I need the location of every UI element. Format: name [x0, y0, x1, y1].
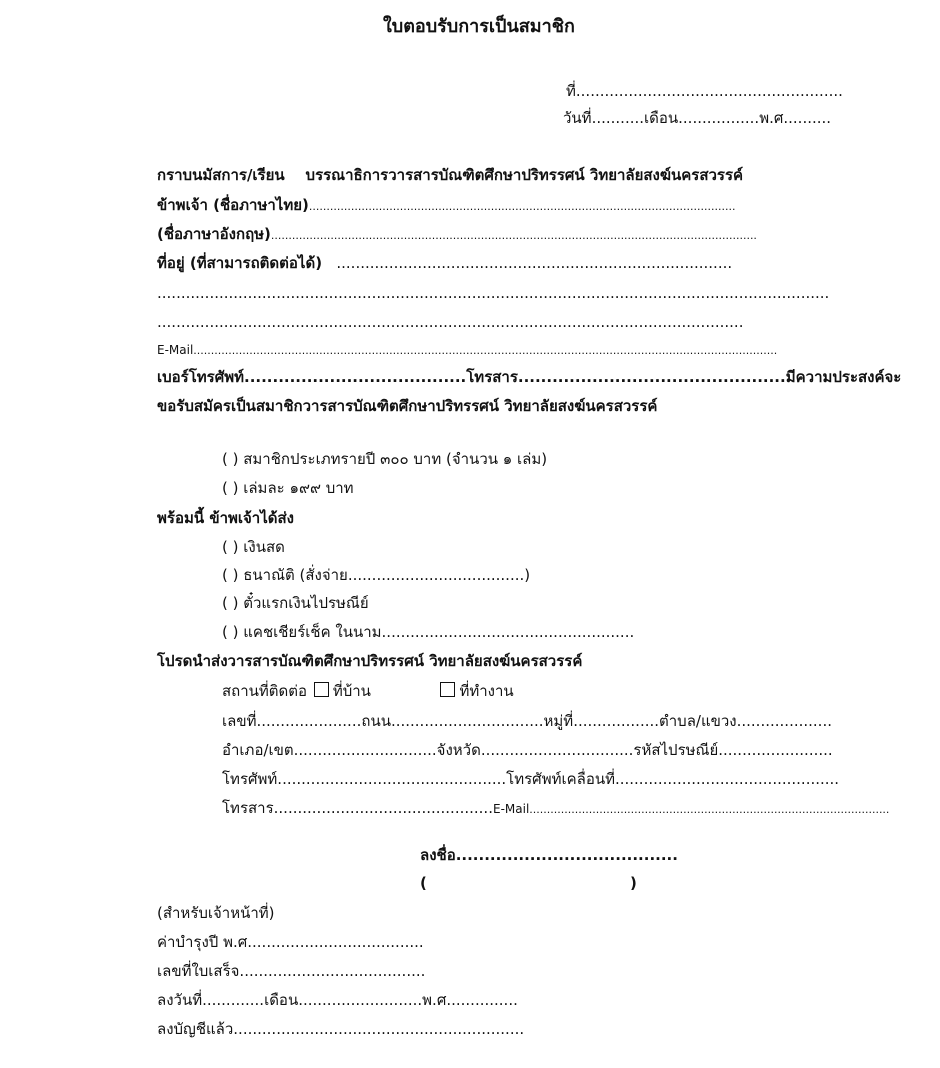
intent-text: มีความประสงค์จะ [785, 368, 902, 386]
salutation-line [157, 164, 743, 186]
contact-place-row [222, 680, 514, 702]
contact-place-label: สถานที่ติดต่อ [222, 682, 308, 700]
name-thai-row [157, 194, 735, 218]
delivery-fax-email-row [222, 797, 889, 821]
phone-fax-row [157, 366, 901, 388]
fax-blank[interactable]: ............................................... [517, 368, 786, 386]
address-blank-3[interactable]: ........................................................................................................................... [157, 313, 744, 331]
salutation: กราบนมัสการ/เรียน [157, 166, 285, 184]
address-blank-1[interactable]: ................................................................................... [336, 254, 733, 272]
header-date-field: วันที่...........เดือน.................พ.ศ.......... [563, 109, 832, 127]
name-thai-label: ข้าพเจ้า (ชื่อภาษาไทย) [157, 196, 309, 214]
work-checkbox[interactable] [440, 682, 455, 697]
officer-fee-field: ค่าบำรุงปี พ.ศ..................................... [157, 933, 424, 951]
fax-label: โทรสาร [466, 368, 518, 386]
home-label: ที่บ้าน [332, 682, 371, 700]
page-title: ใบตอบรับการเป็นสมาชิก [383, 16, 575, 37]
address-blank-2[interactable]: ............................................................................................................................................. [157, 284, 830, 302]
work-label: ที่ทำงาน [459, 682, 514, 700]
name-english-row [157, 223, 757, 247]
name-english-label: (ชื่อภาษาอังกฤษ) [157, 225, 271, 243]
reference-number-field: ที่........................................................ [566, 82, 843, 100]
address-row [157, 252, 732, 274]
signature-name-open: ( [420, 874, 427, 892]
payment-option-cashier-cheque[interactable]: ( ) แคชเชียร์เช็ค ในนาม..................................................... [222, 623, 635, 641]
name-english-blank[interactable]: ........................................................................................................................................... [270, 229, 757, 242]
phone-label: เบอร์โทรศัพท์ [157, 368, 245, 386]
signature-name-close: ) [630, 874, 637, 892]
name-thai-blank[interactable]: .......................................................................................................................... [308, 200, 736, 213]
officer-recorded-field: ลงบัญชีแล้ว............................................................. [157, 1020, 525, 1038]
officer-heading: (สำหรับเจ้าหน้าที่) [157, 904, 275, 922]
payment-heading: พร้อมนี้ ข้าพเจ้าได้ส่ง [157, 509, 294, 527]
membership-option-annual[interactable]: ( ) สมาชิกประเภทรายปี ๓๐๐ บาท (จำนวน ๑ เล่ม) [222, 450, 548, 468]
phone-blank[interactable]: ....................................... [244, 368, 467, 386]
delivery-address-row-1[interactable]: เลขที่......................ถนน................................หมู่ที่..................ตำบล/แขวง.................... [222, 712, 832, 730]
address-label: ที่อยู่ (ที่สามารถติดต่อได้) [157, 254, 323, 272]
delivery-fax-blank[interactable]: .............................................. [273, 799, 493, 817]
payment-option-postal-order[interactable]: ( ) ตั๋วแรกเงินไปรษณีย์ [222, 594, 369, 612]
delivery-heading: โปรดนำส่งวารสารบัณฑิตศึกษาปริทรรศน์ วิทยาลัยสงฆ์นครสวรรค์ [157, 652, 583, 670]
delivery-phone-row[interactable]: โทรศัพท์................................................โทรศัพท์เคลื่อนที่............................................... [222, 770, 840, 788]
recipient: บรรณาธิการวารสารบัณฑิตศึกษาปริทรรศน์ วิทยาลัยสงฆ์นครสวรรค์ [305, 166, 744, 184]
payment-option-money-order[interactable]: ( ) ธนาณัติ (สั่งจ่าย.....................................) [222, 566, 531, 584]
email-row [157, 338, 777, 362]
signature-line[interactable]: ลงชื่อ....................................... [420, 846, 678, 864]
email-label: E-Mail [157, 343, 194, 357]
delivery-email-label: E-Mail [492, 802, 530, 816]
officer-date-field: ลงวันที่.............เดือน..........................พ.ศ............... [157, 991, 518, 1009]
officer-receipt-field: เลขที่ใบเสร็จ....................................... [157, 962, 426, 980]
delivery-fax-label: โทรสาร [222, 799, 274, 817]
email-blank[interactable]: ....................................................................................................................................................................... [193, 344, 778, 357]
intent-line-2: ขอรับสมัครเป็นสมาชิกวารสารบัณฑิตศึกษาปริทรรศน์ วิทยาลัยสงฆ์นครสวรรค์ [157, 397, 658, 415]
membership-option-single[interactable]: ( ) เล่มละ ๑๙๙ บาท [222, 479, 354, 497]
delivery-email-blank[interactable]: ....................................................................................................... [529, 803, 890, 816]
home-checkbox[interactable] [314, 682, 329, 697]
payment-option-cash[interactable]: ( ) เงินสด [222, 538, 285, 556]
delivery-address-row-2[interactable]: อำเภอ/เขต..............................จังหวัด................................รหัสไปรษณีย์........................ [222, 741, 833, 759]
